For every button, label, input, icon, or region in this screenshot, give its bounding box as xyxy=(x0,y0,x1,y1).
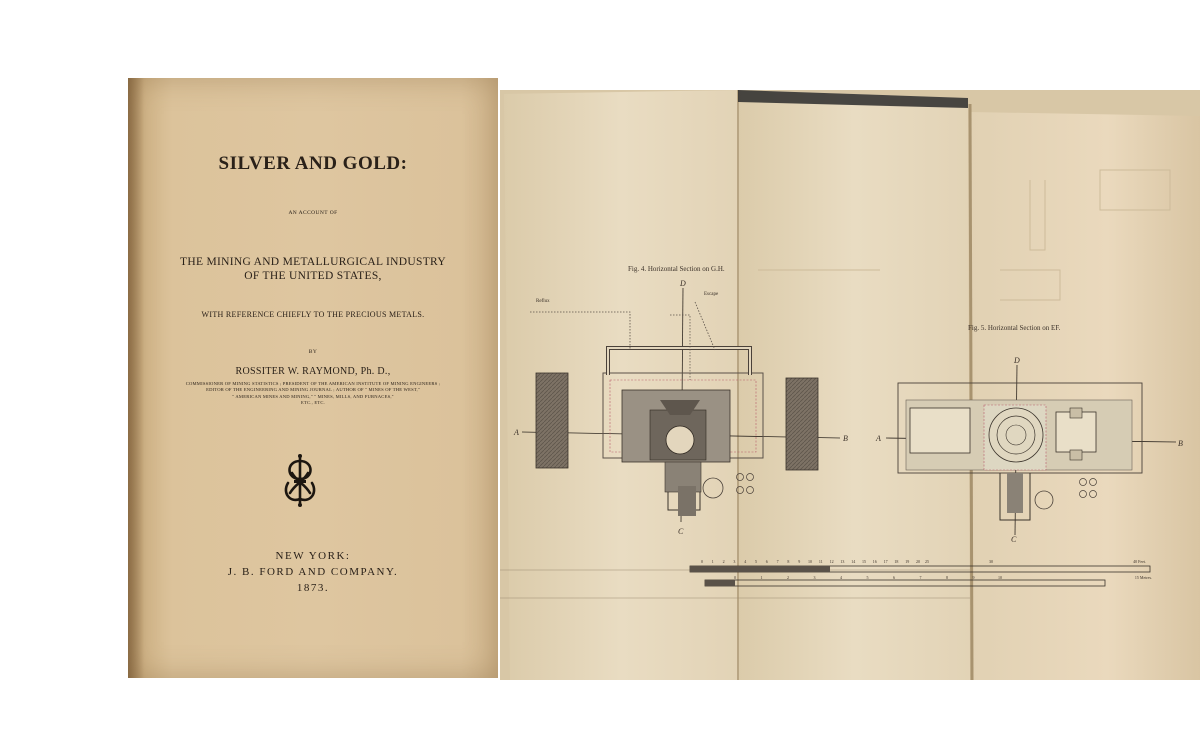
feet-tick-label: 17 xyxy=(883,559,888,564)
feet-tick-label: 20 xyxy=(916,559,920,564)
feet-tick-label: 8 xyxy=(787,559,790,564)
feet-tick-label: 10 xyxy=(808,559,812,564)
author-name: ROSSITER W. RAYMOND, Ph. D., xyxy=(235,366,391,377)
fig5-label-d: D xyxy=(1014,356,1020,365)
feet-tick-25: 25 xyxy=(925,559,929,564)
feet-tick-label: 1 xyxy=(711,559,714,564)
title-page xyxy=(128,78,498,678)
feet-tick-30: 30 xyxy=(989,559,993,564)
imprint-publisher: J. B. FORD AND COMPANY. xyxy=(227,566,399,578)
metre-tick-label: 7 xyxy=(919,575,922,580)
reference-line: WITH REFERENCE CHIEFLY TO THE PRECIOUS METALS. xyxy=(201,310,425,319)
metre-scale-end: 15 Metres. xyxy=(1134,575,1152,580)
metre-tick-label: 10 xyxy=(998,575,1002,580)
metre-tick-label: 4 xyxy=(840,575,842,580)
by-line: BY xyxy=(308,349,318,355)
fig4-label-a: A xyxy=(514,428,519,437)
feet-tick-label: 12 xyxy=(829,559,834,564)
plate-paper xyxy=(504,90,1200,680)
industry-heading xyxy=(128,255,498,283)
feet-tick-label: 19 xyxy=(905,559,910,564)
metre-tick-label: 9 xyxy=(972,575,975,580)
metre-tick-label: 1 xyxy=(760,575,763,580)
qualification-line-2: EDITOR OF THE ENGINEERING AND MINING JOURNAL ; AUTHOR OF " MINES OF THE WEST," xyxy=(206,387,420,393)
metre-tick-label: 8 xyxy=(946,575,948,580)
feet-tick-label: 3 xyxy=(733,559,736,564)
feet-tick-label: 5 xyxy=(755,559,757,564)
industry-line-1: THE MINING AND METALLURGICAL INDUSTRY xyxy=(180,256,446,268)
author-qualifications xyxy=(128,381,498,406)
feet-tick-label: 13 xyxy=(840,559,845,564)
industry-line-2: OF THE UNITED STATES, xyxy=(244,270,382,282)
feet-tick-label: 18 xyxy=(894,559,899,564)
metre-tick-label: 0 xyxy=(734,575,736,580)
metre-tick-label: 3 xyxy=(813,575,816,580)
feet-tick-label: 0 xyxy=(701,559,703,564)
plate-drawing xyxy=(500,90,1200,680)
fig5-caption: Fig. 5. Horizontal Section on EF. xyxy=(968,324,1061,332)
publisher-monogram-icon xyxy=(280,453,320,508)
feet-tick-label: 9 xyxy=(798,559,801,564)
feet-tick-label: 11 xyxy=(818,559,823,564)
fig5-label-b: B xyxy=(1178,439,1183,448)
feet-tick-label: 16 xyxy=(872,559,877,564)
fig5-label-c: C xyxy=(1011,535,1017,544)
feet-tick-label: 4 xyxy=(744,559,747,564)
fig4-label-b: B xyxy=(843,434,848,443)
metre-tick-label: 6 xyxy=(893,575,895,580)
metre-tick-label: 2 xyxy=(787,575,789,580)
fig4-label-d: D xyxy=(680,279,686,288)
feet-tick-label: 7 xyxy=(776,559,779,564)
feet-scale-end: 40 Feet. xyxy=(1133,559,1146,564)
qualification-line-1: COMMISSIONER OF MINING STATISTICS ; PRESIDENT OF THE AMERICAN INSTITUTE OF MINING ENGINEERS ; xyxy=(185,381,441,386)
fold-out-plate xyxy=(500,90,1200,680)
book-title: SILVER AND GOLD: xyxy=(218,153,408,174)
fig4-label-reflux: Reflux xyxy=(536,299,550,304)
imprint-city: NEW YORK: xyxy=(275,550,351,562)
fig4-label-c: C xyxy=(678,527,684,536)
feet-tick-label: 6 xyxy=(765,559,768,564)
feet-tick-label: 2 xyxy=(722,559,725,564)
qualification-line-4: ETC., ETC. xyxy=(301,399,325,405)
qualification-line-3: " AMERICAN MINES AND MINING," " MINES, MILLS, AND FURNACES," xyxy=(232,393,394,399)
feet-tick-label: 14 xyxy=(851,559,856,564)
imprint xyxy=(128,548,498,596)
feet-scale-ticks xyxy=(701,559,920,564)
imprint-year: 1873. xyxy=(296,582,330,594)
fig4-label-escape: Escape xyxy=(704,292,719,297)
fig4-caption: Fig. 4. Horizontal Section on G.H. xyxy=(628,265,725,273)
fig5-label-a: A xyxy=(876,434,881,443)
feet-tick-label: 15 xyxy=(862,559,866,564)
subtitle: AN ACCOUNT OF xyxy=(288,210,338,216)
metre-tick-label: 5 xyxy=(866,575,869,580)
